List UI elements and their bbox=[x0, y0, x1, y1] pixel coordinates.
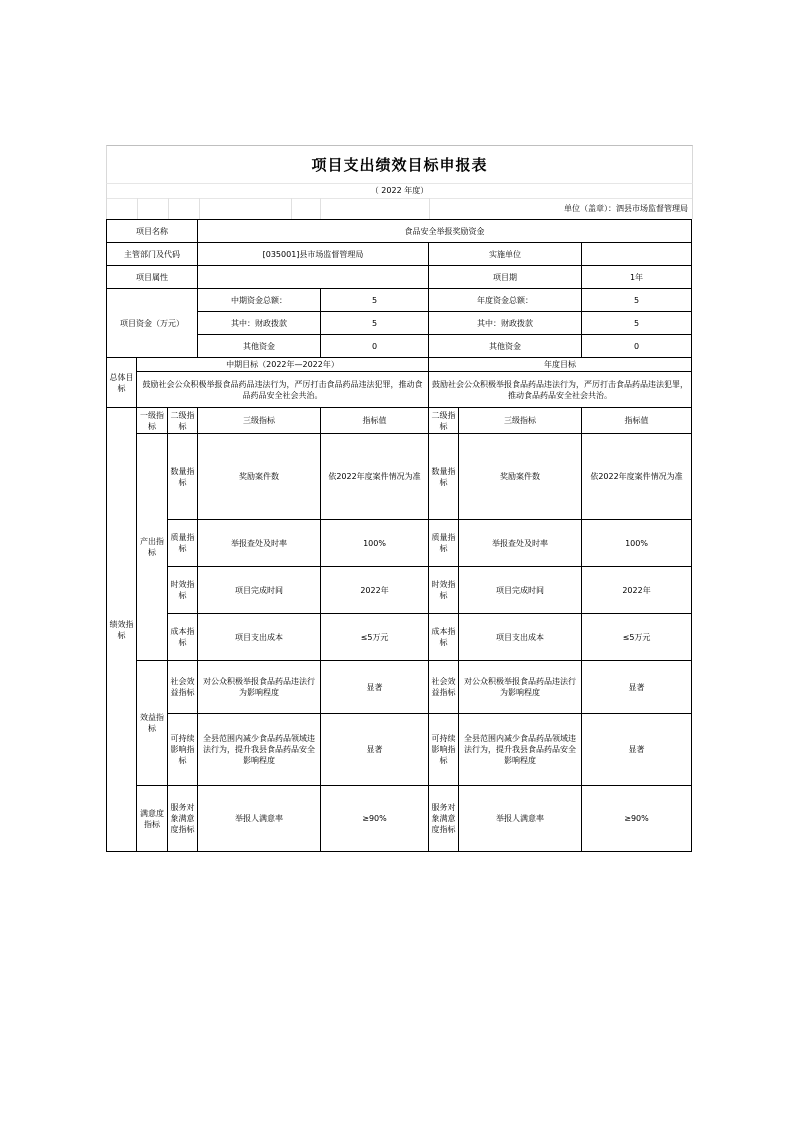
mid-fiscal-value: 5 bbox=[321, 312, 429, 335]
row1-lvl2-year: 数量指标 bbox=[429, 434, 459, 520]
row5-value-mid: 显著 bbox=[321, 661, 429, 714]
row4-lvl3-year: 项目支出成本 bbox=[459, 614, 582, 661]
attr-label: 项目属性 bbox=[107, 266, 198, 289]
row2-lvl2-year: 质量指标 bbox=[429, 520, 459, 567]
row5-lvl3-year: 对公众积极举报食品药品违法行为影响程度 bbox=[459, 661, 582, 714]
year-other-label: 其他资金 bbox=[429, 335, 582, 358]
year-line: （ 2022 年度） bbox=[106, 183, 693, 199]
row3-lvl2-year: 时效指标 bbox=[429, 567, 459, 614]
row4-value-year: ≤5万元 bbox=[582, 614, 692, 661]
row1-value-mid: 依2022年度案件情况为准 bbox=[321, 434, 429, 520]
row5-value-year: 显著 bbox=[582, 661, 692, 714]
row7-value-year: ≥90% bbox=[582, 786, 692, 852]
row6-lvl2: 可持续影响指标 bbox=[168, 714, 198, 786]
row6-lvl3-mid: 全县范围内减少食品药品领域违法行为，提升我县食品药品安全影响程度 bbox=[198, 714, 321, 786]
mid-other-value: 0 bbox=[321, 335, 429, 358]
row7-value-mid: ≥90% bbox=[321, 786, 429, 852]
row2-lvl2: 质量指标 bbox=[168, 520, 198, 567]
page-title: 项目支出绩效目标申报表 bbox=[106, 145, 693, 184]
mid-total-value: 5 bbox=[321, 289, 429, 312]
mid-goal-text: 鼓励社会公众积极举报食品药品违法行为，严厉打击食品药品违法犯罪，推动食品药品安全社会共治。 bbox=[137, 372, 429, 408]
year-total-value: 5 bbox=[582, 289, 692, 312]
header-value-year: 指标值 bbox=[582, 408, 692, 434]
mid-other-label: 其他资金 bbox=[198, 335, 321, 358]
row7-lvl3-year: 举报人满意率 bbox=[459, 786, 582, 852]
row3-lvl3-year: 项目完成时间 bbox=[459, 567, 582, 614]
row7-lvl3-mid: 举报人满意率 bbox=[198, 786, 321, 852]
year-other-value: 0 bbox=[582, 335, 692, 358]
row4-lvl2-year: 成本指标 bbox=[429, 614, 459, 661]
dept-label: 主管部门及代码 bbox=[107, 243, 198, 266]
row4-lvl2: 成本指标 bbox=[168, 614, 198, 661]
year-fiscal-label: 其中：财政拨款 bbox=[429, 312, 582, 335]
header-lvl2: 二级指标 bbox=[168, 408, 198, 434]
mid-fiscal-label: 其中：财政拨款 bbox=[198, 312, 321, 335]
row2-lvl3-year: 举报查处及时率 bbox=[459, 520, 582, 567]
row1-lvl3-year: 奖励案件数 bbox=[459, 434, 582, 520]
row6-value-year: 显著 bbox=[582, 714, 692, 786]
group-output: 产出指标 bbox=[137, 434, 168, 661]
project-name-label: 项目名称 bbox=[107, 220, 198, 243]
mid-goal-label: 中期目标（2022年—2022年） bbox=[137, 358, 429, 372]
row6-lvl3-year: 全县范围内减少食品药品领域违法行为，提升我县食品药品安全影响程度 bbox=[459, 714, 582, 786]
header-lvl1: 一级指标 bbox=[137, 408, 168, 434]
year-goal-text: 鼓励社会公众积极举报食品药品违法行为，严厉打击食品药品违法犯罪，推动食品药品安全社会共治。 bbox=[429, 372, 692, 408]
row2-value-mid: 100% bbox=[321, 520, 429, 567]
row4-value-mid: ≤5万元 bbox=[321, 614, 429, 661]
row5-lvl2-year: 社会效益指标 bbox=[429, 661, 459, 714]
row6-value-mid: 显著 bbox=[321, 714, 429, 786]
year-fiscal-value: 5 bbox=[582, 312, 692, 335]
header-lvl3-mid: 三级指标 bbox=[198, 408, 321, 434]
perf-indicator-label: 绩效指标 bbox=[107, 408, 137, 852]
row3-value-year: 2022年 bbox=[582, 567, 692, 614]
row5-lvl2: 社会效益指标 bbox=[168, 661, 198, 714]
impl-unit-value bbox=[582, 243, 692, 266]
project-name-value: 食品安全举报奖励资金 bbox=[198, 220, 692, 243]
row1-value-year: 依2022年度案件情况为准 bbox=[582, 434, 692, 520]
impl-unit-label: 实施单位 bbox=[429, 243, 582, 266]
attr-value bbox=[198, 266, 429, 289]
row7-lvl2-year: 服务对象满意度指标 bbox=[429, 786, 459, 852]
group-benefit: 效益指标 bbox=[137, 661, 168, 786]
row3-value-mid: 2022年 bbox=[321, 567, 429, 614]
row1-lvl2: 数量指标 bbox=[168, 434, 198, 520]
row7-lvl2: 服务对象满意度指标 bbox=[168, 786, 198, 852]
header-lvl2-year: 二级指标 bbox=[429, 408, 459, 434]
unit-label: 单位（盖章）：泗县市场监督管理局 bbox=[564, 204, 688, 213]
row4-lvl3-mid: 项目支出成本 bbox=[198, 614, 321, 661]
target-table bbox=[106, 219, 692, 852]
row1-lvl3-mid: 奖励案件数 bbox=[198, 434, 321, 520]
overall-goal-label: 总体目标 bbox=[107, 358, 137, 408]
row2-value-year: 100% bbox=[582, 520, 692, 567]
group-satisfaction: 满意度指标 bbox=[137, 786, 168, 852]
row5-lvl3-mid: 对公众积极举报食品药品违法行为影响程度 bbox=[198, 661, 321, 714]
row3-lvl2: 时效指标 bbox=[168, 567, 198, 614]
row3-lvl3-mid: 项目完成时间 bbox=[198, 567, 321, 614]
mid-total-label: 中期资金总额： bbox=[198, 289, 321, 312]
row6-lvl2-year: 可持续影响指标 bbox=[429, 714, 459, 786]
funds-label: 项目资金（万元） bbox=[107, 289, 198, 358]
year-goal-label: 年度目标 bbox=[429, 358, 692, 372]
dept-value: [035001]县市场监督管理局 bbox=[198, 243, 429, 266]
year-total-label: 年度资金总额： bbox=[429, 289, 582, 312]
period-value: 1年 bbox=[582, 266, 692, 289]
unit-row bbox=[106, 198, 693, 219]
row2-lvl3-mid: 举报查处及时率 bbox=[198, 520, 321, 567]
period-label: 项目期 bbox=[429, 266, 582, 289]
header-value-mid: 指标值 bbox=[321, 408, 429, 434]
header-lvl3-year: 三级指标 bbox=[459, 408, 582, 434]
